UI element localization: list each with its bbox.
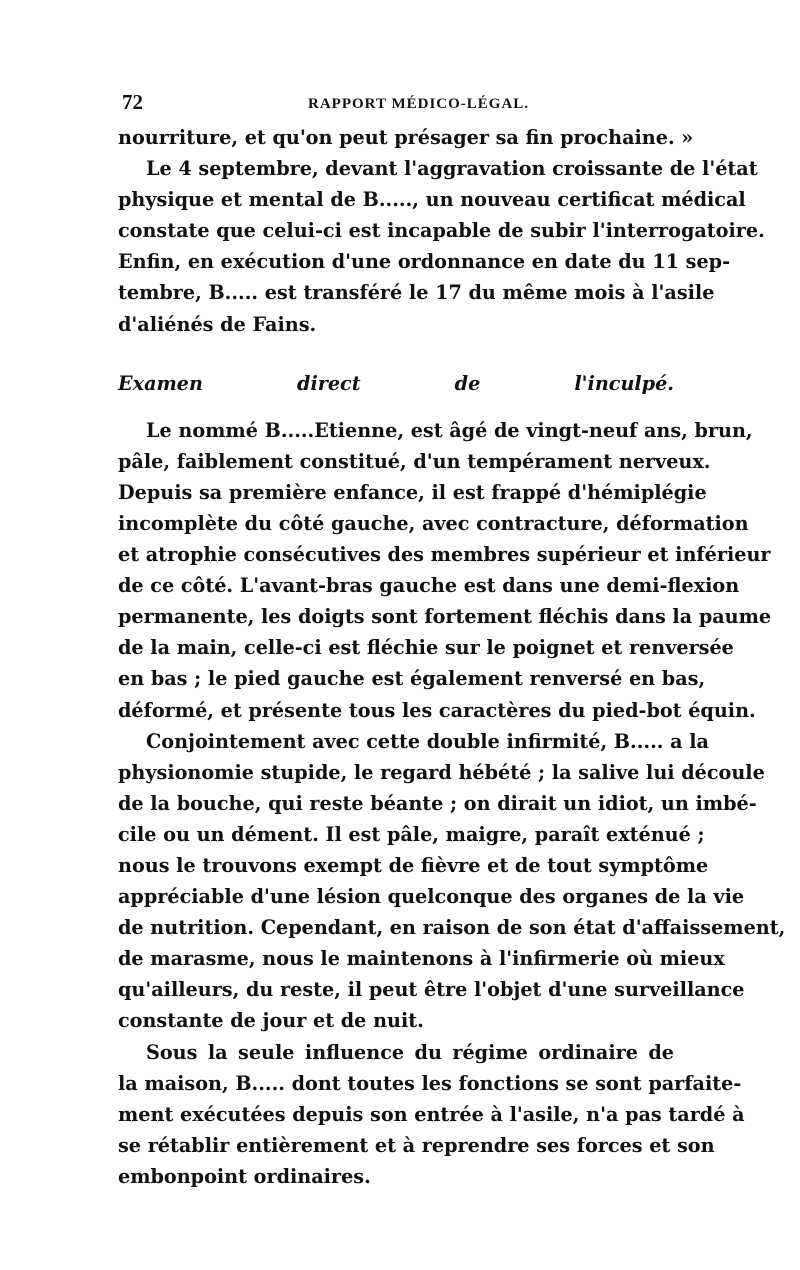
text-line: pâle, faiblement constitué, d'un tempérament nerveux.	[118, 449, 711, 473]
section-title: Examen direct de l'inculpé.	[118, 371, 674, 395]
running-head: RAPPORT MÉDICO-LÉGAL.	[308, 96, 530, 112]
text-line: cile ou un dément. Il est pâle, maigre, paraît exténué ;	[118, 822, 705, 846]
text-line: nous le trouvons exempt de fièvre et de tout symptôme	[118, 853, 709, 877]
paragraph	[118, 726, 786, 1037]
text-line: permanente, les doigts sont fortement fléchis dans la paume	[118, 605, 772, 629]
paragraph	[118, 153, 765, 340]
text-line: et atrophie consécutives des membres supérieur et inférieur	[118, 543, 771, 567]
paragraph	[118, 122, 694, 153]
text-line: Le 4 septembre, devant l'aggravation croissante de l'état	[146, 157, 758, 181]
book-page	[118, 88, 786, 1192]
text-line: de nutrition. Cependant, en raison de son état d'affaissement,	[118, 916, 786, 940]
text-line: de marasme, nous le maintenons à l'infirmerie où mieux	[118, 947, 725, 971]
text-line: incomplète du côté gauche, avec contracture, déformation	[118, 511, 749, 535]
text-line: Le nommé B.....Etienne, est âgé de vingt-neuf ans, brun,	[146, 418, 753, 442]
paragraph	[118, 1037, 745, 1192]
text-line: ment exécutées depuis son entrée à l'asile, n'a pas tardé à	[118, 1102, 745, 1126]
text-line: de la main, celle-ci est fléchie sur le poignet et renversée	[118, 636, 734, 660]
text-line: Sous la seule influence du régime ordinaire de	[146, 1040, 674, 1064]
text-line: nourriture, et qu'on peut présager sa fin prochaine. »	[118, 126, 694, 149]
text-line: appréciable d'une lésion quelconque des organes de la vie	[118, 885, 745, 909]
body-text	[118, 122, 786, 1192]
text-line: constate que celui-ci est incapable de subir l'interrogatoire.	[118, 219, 765, 243]
text-after-section	[118, 415, 786, 1192]
text-line: d'aliénés de Fains.	[118, 312, 317, 336]
text-line: tembre, B..... est transféré le 17 du même mois à l'asile	[118, 281, 715, 305]
text-line: Conjointement avec cette double infirmité, B..... a la	[146, 729, 709, 753]
text-line: de ce côté. L'avant-bras gauche est dans une demi-flexion	[118, 574, 740, 598]
text-line: déformé, et présente tous les caractères du pied-bot équin.	[118, 698, 756, 722]
paragraph	[118, 415, 772, 726]
text-line: constante de jour et de nuit.	[118, 1009, 424, 1033]
text-before-section	[118, 122, 765, 340]
text-line: physique et mental de B....., un nouveau certificat médical	[118, 188, 746, 212]
text-line: embonpoint ordinaires.	[118, 1164, 371, 1188]
text-line: se rétablir entièrement et à reprendre ses forces et son	[118, 1133, 715, 1157]
text-line: physionomie stupide, le regard hébété ; la salive lui découle	[118, 760, 765, 784]
text-line: Enfin, en exécution d'une ordonnance en date du 11 sep-	[118, 250, 731, 274]
text-line: de la bouche, qui reste béante ; on dirait un idiot, un imbé-	[118, 791, 757, 815]
text-line: qu'ailleurs, du reste, il peut être l'objet d'une surveillance	[118, 978, 745, 1002]
page-number: 72	[122, 90, 143, 114]
text-line: Depuis sa première enfance, il est frappé d'hémiplégie	[118, 480, 707, 504]
text-line: en bas ; le pied gauche est également renversé en bas,	[118, 667, 706, 691]
text-line: la maison, B..... dont toutes les fonctions se sont parfaite-	[118, 1071, 742, 1095]
page-header	[118, 88, 674, 122]
